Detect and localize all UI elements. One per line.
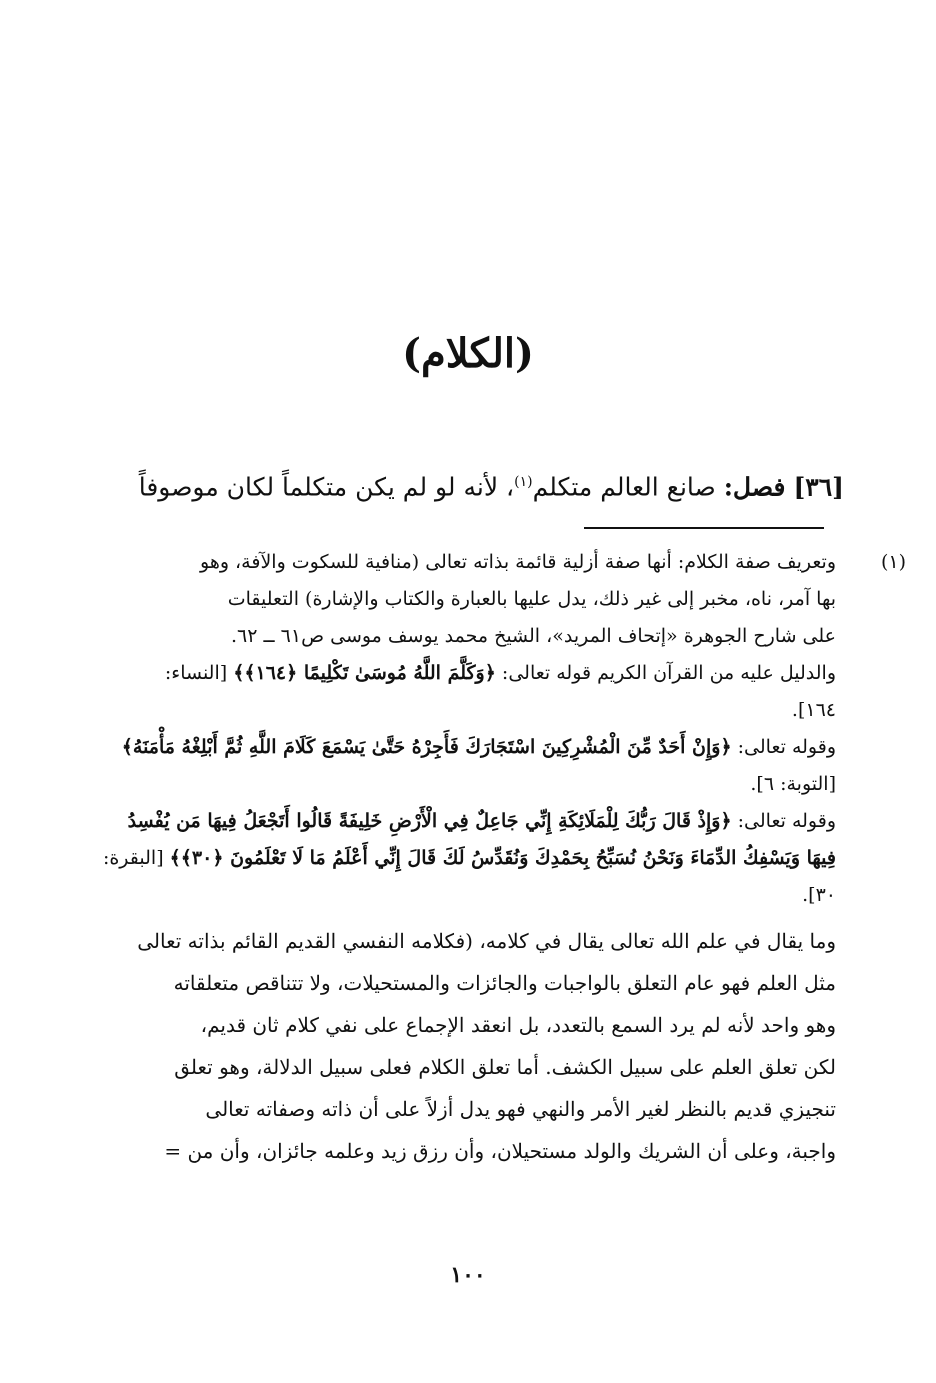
section-paragraph (84, 462, 844, 507)
section-label: فصل: (723, 472, 786, 502)
commentary-line: لكن تعلق العلم على سبيل الكشف. أما تعلق الكلام فعلى سبيل الدلالة، وهو تعلق (174, 1055, 836, 1079)
verse-intro: وقوله تعالى: (737, 810, 836, 832)
footnote-line (118, 657, 836, 689)
footnote-line (118, 731, 836, 763)
commentary-line: واجبة، وعلى أن الشريك والولد مستحيلان، وأن رزق زيد وعلمه جائزان، وأن من = (164, 1139, 836, 1163)
footnote-block (102, 546, 906, 1175)
commentary-line: مثل العلم فهو عام التعلق بالواجبات والجائزات والمستحيلات، ولا تتناقص متعلقاته (173, 971, 836, 995)
footnote-line (102, 842, 836, 874)
section-text-b: ، لأنه لو لم يكن متكلماً لكان موصوفاً (138, 472, 515, 502)
footnote-line: وتعريف صفة الكلام: أنها صفة أزلية قائمة بذاته تعالى (منافية للسكوت والآفة، وهو (200, 551, 836, 573)
footnote-line: ١٦٤]. (791, 699, 836, 721)
commentary-line: وهو واحد لأنه لم يرد السمع بالتعدد، بل انعقد الإجماع على نفي كلام ثان قديم، (200, 1013, 836, 1037)
footnote-line (118, 805, 836, 837)
verse-intro: وقوله تعالى: (737, 736, 836, 758)
chapter-title: (الكلام) (402, 330, 534, 377)
footnote-line: على شارح الجوهرة «إتحاف المريد»، الشيخ محمد يوسف موسى ص٦١ ــ ٦٢. (230, 625, 836, 647)
footnote-reference: (١) (514, 474, 533, 490)
commentary-paragraph (118, 923, 836, 1170)
section-text-a: صانع العالم متكلم (532, 472, 716, 502)
quran-verse: ﴿وَكَلَّمَ اللَّهُ مُوسَىٰ تَكْلِيمًا ﴿١٦٤﴾﴾ (233, 662, 496, 684)
quran-verse: ﴿وَإِنْ أَحَدٌ مِّنَ الْمُشْرِكِينَ اسْتَجَارَكَ فَأَجِرْهُ حَتَّىٰ يَسْمَعَ كَلَامَ اللَّهِ ثُمَّ أَبْلِغْهُ مَأْمَنَهُ﴾ (121, 736, 732, 758)
footnote-line: ٣٠]. (802, 884, 836, 906)
quran-verse: ﴿وَإِذْ قَالَ رَبُّكَ لِلْمَلَائِكَةِ إِنِّي جَاعِلٌ فِي الْأَرْضِ خَلِيفَةً قَالُوا أَتَجْعَلُ فِيهَا مَن يُفْسِدُ (127, 810, 732, 832)
footnote-line: بها آمر، ناه، مخبر إلى غير ذلك، يدل عليها بالعبارة والكتاب والإشارة) التعليقات (227, 588, 836, 610)
footnote-marker: (١) (880, 551, 906, 573)
quran-verse: فِيهَا وَيَسْفِكُ الدِّمَاءَ وَنَحْنُ نُسَبِّحُ بِحَمْدِكَ وَنُقَدِّسُ لَكَ قَالَ إِنِّي أَعْلَمُ مَا لَا تَعْلَمُونَ ﴿٣٠﴾﴾ (169, 847, 836, 869)
verse-reference: [البقرة: (102, 847, 164, 869)
footnote-divider (584, 527, 824, 529)
verse-reference: [النساء: (164, 662, 228, 684)
commentary-line: تنجيزي قديم بالنظر لغير الأمر والنهي فهو يدل أزلاً على أن ذاته وصفاته تعالى (205, 1097, 836, 1121)
footnote-line: [التوبة: ٦]. (750, 773, 836, 795)
section-number: [٣٦] (793, 472, 844, 502)
verse-intro: والدليل عليه من القرآن الكريم قوله تعالى: (501, 662, 836, 684)
commentary-line: وما يقال في علم الله تعالى يقال في كلامه، (فكلامه النفسي القديم القائم بذاته تعالى (137, 929, 836, 953)
page-number: ١٠٠ (450, 1262, 486, 1288)
